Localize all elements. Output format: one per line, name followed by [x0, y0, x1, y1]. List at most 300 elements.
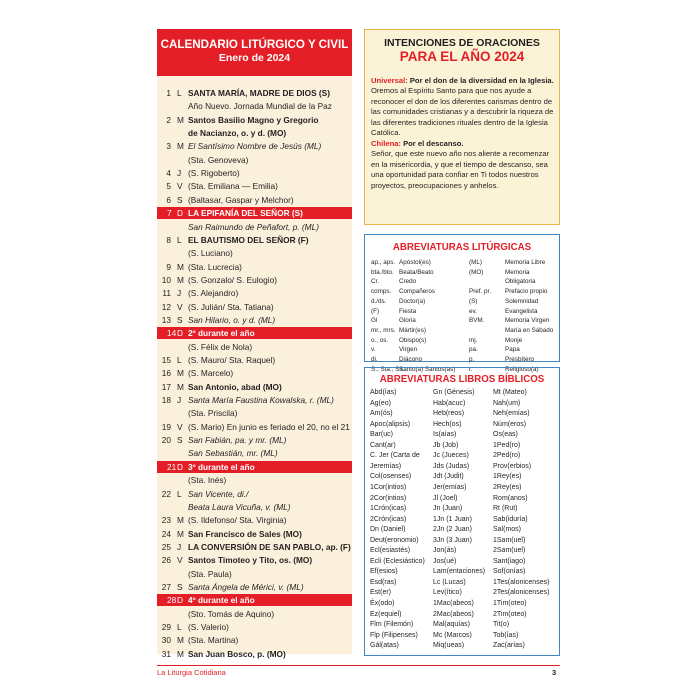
weekday-letter: D [177, 328, 183, 339]
bible-book-abbreviation: 1Crón(icas) [370, 505, 407, 513]
bible-book-abbreviation: Gn (Génesis) [433, 389, 475, 396]
weekday-letter: V [177, 181, 183, 192]
bible-book-row [365, 578, 561, 589]
day-number: 19 [161, 421, 171, 432]
calendar-row [157, 234, 352, 246]
calendar-sunday-row [157, 327, 352, 339]
weekday-letter: M [177, 381, 184, 392]
bible-book-row [365, 525, 561, 536]
abbreviation-term: p. [469, 356, 475, 363]
abbreviation-term: ev. [469, 307, 477, 315]
day-number: 30 [161, 635, 171, 646]
calendar-row [157, 634, 352, 646]
calendar-row [157, 581, 352, 593]
celebration-text: (S. Alejandro) [188, 288, 239, 299]
calendar-row [157, 287, 352, 299]
bible-book-abbreviation: Hab(acuc) [433, 399, 466, 407]
weekday-letter: L [177, 234, 182, 245]
bible-book-row [365, 631, 561, 642]
bible-book-abbreviation: 2Jn (2 Juan) [433, 526, 472, 534]
day-number: 6 [166, 194, 171, 205]
celebration-text: San Hilario, o. y d. (ML) [188, 314, 276, 325]
celebration-text: (Baltasar, Gaspar y Melchor) [188, 194, 294, 205]
bible-book-abbreviation: Lam(entaciones) [433, 568, 486, 576]
celebration-text: El Santísimo Nombre de Jesús (ML) [188, 141, 322, 152]
calendar-row [157, 261, 352, 273]
celebration-text: 2º durante el año [188, 328, 255, 339]
celebration-text: LA EPIFANÍA DEL SEÑOR (S) [188, 208, 303, 219]
bible-book-abbreviation: Heb(reos) [433, 410, 465, 418]
bible-book-abbreviation: Jer(emías) [433, 483, 467, 491]
celebration-text: San Sebastián, mr. (ML) [188, 448, 278, 459]
day-number: 2 [166, 114, 171, 125]
calendar-row [157, 301, 352, 313]
weekday-letter: M [177, 528, 184, 539]
bible-book-abbreviation: Sal(mos) [493, 526, 522, 534]
day-number: 10 [161, 274, 171, 285]
calendar-row [157, 621, 352, 633]
bible-book-abbreviation: Mt (Mateo) [493, 389, 527, 396]
abbreviation-term: v. [371, 346, 376, 354]
celebration-text: (S. Julián/ Sta. Tatiana) [188, 301, 274, 312]
weekday-letter: S [177, 194, 183, 205]
bible-book-abbreviation: Jc (Jueces) [433, 452, 469, 460]
bible-abbreviations-box [364, 367, 560, 656]
day-number: 29 [161, 622, 171, 632]
bible-book-abbreviation: Jeremías) [370, 462, 402, 470]
calendar-sunday-row [157, 461, 352, 473]
calendar-row [157, 87, 352, 99]
abbreviation-meaning: Apóstol(es) [399, 259, 431, 266]
abbreviation-meaning: Fiesta [399, 307, 417, 315]
bible-book-abbreviation: Bar(uc) [370, 431, 393, 439]
bible-book-abbreviation: Ecl(esiastés) [370, 547, 411, 555]
celebration-text: EL BAUTISMO DEL SEÑOR (F) [188, 234, 309, 245]
calendar-row [157, 194, 352, 206]
day-number: 9 [166, 261, 171, 272]
bible-book-abbreviation: Sant(iago) [493, 557, 526, 565]
calendar-row [157, 367, 352, 379]
bible-book-abbreviation: Tob(ías) [493, 631, 519, 639]
abbreviation-meaning: Prefacio propio [505, 288, 548, 296]
abbreviation-term: Pref. pr. [469, 288, 492, 296]
day-number: 1 [166, 88, 171, 98]
weekday-letter: V [177, 301, 183, 312]
bible-book-abbreviation: 3Jn (3 Juan) [433, 536, 472, 544]
universal-title: Por el don de la diversidad en la Iglesia. [409, 76, 554, 85]
calendar-row [157, 421, 352, 433]
bible-book-row [365, 515, 561, 526]
bible-book-row [365, 599, 561, 610]
calendar-row [157, 381, 352, 393]
abbreviation-row [365, 297, 561, 307]
celebration-text: Santa María Faustina Kowalska, r. (ML) [188, 395, 334, 406]
celebration-text: San Vicente, di./ [188, 488, 249, 499]
abbreviation-row [365, 326, 561, 336]
calendar-row [157, 554, 352, 566]
bible-book-abbreviation: Jon(ás) [433, 547, 457, 555]
celebration-text: (S. Gonzalo/ S. Eulogio) [188, 274, 278, 285]
celebration-text: (S. Marcelo) [188, 368, 234, 379]
intentions-heading: INTENCIONES DE ORACIONES [384, 37, 540, 49]
bible-book-abbreviation: Ag(eo) [370, 399, 392, 407]
bible-book-row [365, 557, 561, 568]
abbreviation-meaning: Beata/Beato [399, 268, 434, 276]
bible-book-abbreviation: Hech(os) [433, 420, 462, 428]
intentions-year-heading: PARA EL AÑO 2024 [399, 49, 525, 64]
bible-book-abbreviation: 1Tes(alonicenses) [493, 578, 550, 586]
celebration-text: 4º durante el año [188, 595, 255, 606]
bible-book-abbreviation: Rom(anos) [493, 494, 528, 502]
bible-book-abbreviation: 1Mac(abeos) [433, 600, 474, 607]
bible-book-row [365, 494, 561, 505]
day-number: 13 [161, 314, 171, 325]
weekday-letter: S [177, 581, 183, 592]
abbreviation-row [365, 336, 561, 346]
abbreviation-term: (MO) [469, 268, 484, 276]
abbreviation-meaning: Presbítero [505, 356, 535, 363]
liturgical-abbreviations-title: ABREVIATURAS LITÚRGICAS [392, 242, 532, 253]
calendar-row [157, 127, 352, 139]
celebration-text: (S. Luciano) [188, 248, 233, 259]
celebration-text: San Fabián, pa. y mr. (ML) [188, 435, 287, 446]
day-number: 17 [161, 381, 171, 392]
celebration-text: Beata Laura Vicuña, v. (ML) [188, 501, 291, 512]
abbreviation-term: ap., aps. [371, 259, 396, 266]
bible-book-abbreviation: 1Ped(ro) [493, 441, 521, 449]
bible-book-row [365, 472, 561, 483]
calendar-sunday-row [157, 594, 352, 606]
day-number: 5 [166, 181, 171, 192]
abbreviation-term: (F) [371, 307, 380, 315]
calendar-row [157, 514, 352, 526]
bible-book-abbreviation: Jb (Job) [433, 441, 459, 449]
abbreviation-term: comps. [371, 288, 392, 296]
abbreviation-row [365, 355, 561, 365]
celebration-text: Año Nuevo. Jornada Mundial de la Paz [188, 101, 332, 112]
abbreviation-term: d./ds. [371, 297, 387, 305]
abbreviation-meaning: Compañeros [399, 288, 436, 296]
celebration-text: LA CONVERSIÓN DE SAN PABLO, ap. (F) [188, 541, 351, 552]
abbreviation-row [365, 287, 561, 297]
bible-book-abbreviation: Dn (Daniel) [370, 526, 406, 534]
celebration-text: (Sta. Paula) [188, 568, 232, 579]
chile-intention [371, 139, 557, 191]
day-number: 22 [161, 488, 171, 499]
bible-book-abbreviation: Lev(ítico) [433, 589, 462, 597]
calendar-row [157, 247, 352, 259]
bible-book-abbreviation: Sof(onías) [493, 568, 526, 576]
celebration-text: (S. Rigoberto) [188, 168, 240, 179]
abbreviation-term: (S) [469, 297, 478, 305]
calendar-row [157, 221, 352, 233]
celebration-text: (S. Mauro/ Sta. Raquel) [188, 355, 276, 365]
weekday-letter: M [177, 515, 184, 526]
bible-book-abbreviation: Ecli (Eclesiástico) [370, 557, 425, 565]
abbreviation-row [365, 277, 561, 287]
bible-book-abbreviation: Esd(ras) [370, 578, 397, 586]
abbreviation-meaning: Religioso(a) [505, 365, 539, 373]
day-number: 11 [162, 288, 171, 299]
bible-book-row [365, 567, 561, 578]
abbreviation-meaning: Papa [505, 346, 520, 354]
bible-book-abbreviation: Jdt (Judit) [433, 473, 464, 481]
abbreviation-term: (ML) [469, 259, 482, 266]
calendar-row [157, 341, 352, 353]
bible-book-abbreviation: Ez(equiel) [370, 610, 402, 618]
bible-book-abbreviation: Prov(erbios) [493, 462, 532, 470]
bible-book-abbreviation: Cant(ar) [370, 441, 396, 449]
day-number: 24 [161, 528, 171, 539]
day-number: 20 [161, 435, 171, 446]
weekday-letter: V [177, 555, 183, 566]
celebration-text: Santa Ángela de Mérici, v. (ML) [188, 581, 304, 592]
day-number: 26 [161, 555, 171, 566]
day-number: 21 [167, 461, 177, 472]
day-number: 4 [166, 168, 171, 179]
bible-book-abbreviation: 2Ped(ro) [493, 452, 521, 460]
bible-book-abbreviation: 2Cor(intios) [370, 494, 407, 502]
calendar-row [157, 394, 352, 406]
celebration-text: (S. Mario) En junio es feriado el 20, no el 21 [188, 421, 350, 432]
calendar-row [157, 140, 352, 152]
weekday-letter: M [177, 114, 184, 125]
bible-book-abbreviation: Am(ós) [370, 410, 393, 418]
bible-book-abbreviation: Jl (Joel) [433, 494, 458, 502]
bible-book-abbreviation: Lc (Lucas) [433, 578, 466, 586]
celebration-text: SANTA MARÍA, MADRE DE DIOS (S) [188, 88, 330, 98]
weekday-letter: M [177, 141, 184, 152]
abbreviation-meaning: Obligatoria [505, 278, 536, 286]
celebration-text: (S. Ildefonso/ Sta. Virginia) [188, 515, 287, 526]
celebration-text: (Sta. Genoveva) [188, 154, 249, 165]
bible-book-abbreviation: Deut(eronomio) [370, 536, 419, 544]
abbreviation-row [365, 316, 561, 326]
weekday-letter: M [177, 648, 184, 659]
liturgical-abbreviations-box [364, 234, 560, 373]
bible-book-abbreviation: Nah(um) [493, 399, 521, 407]
bible-book-row [365, 430, 561, 441]
abbreviation-meaning: Gloria [399, 317, 416, 325]
bible-book-abbreviation: Jos(ué) [433, 557, 457, 565]
celebration-text: Santos Timoteo y Tito, os. (MO) [188, 555, 313, 566]
abbreviation-meaning: Santo(a) Santos(as) [399, 365, 456, 373]
bible-book-row [365, 462, 561, 473]
weekday-letter: L [177, 488, 182, 499]
weekday-letter: J [177, 168, 182, 179]
bible-book-abbreviation: 2Mac(abeos) [433, 610, 474, 618]
bible-book-row [365, 451, 561, 462]
day-number: 7 [167, 208, 172, 219]
weekday-letter: M [177, 368, 184, 379]
weekday-letter: D [177, 595, 183, 606]
bible-book-row [365, 641, 561, 652]
celebration-text: de Nacianzo, o. y d. (MO) [188, 128, 287, 139]
celebration-text: (Sta. Inés) [188, 475, 227, 486]
bible-book-abbreviation: 2Crón(icas) [370, 515, 407, 523]
bible-book-abbreviation: Flm (Filemón) [370, 621, 414, 629]
bible-book-abbreviation: Est(er) [370, 589, 391, 597]
calendar-sunday-row [157, 207, 352, 219]
footer-rule [157, 665, 560, 666]
bible-book-abbreviation: Mal(aquías) [433, 621, 470, 629]
abbreviation-meaning: Mártir(es) [399, 326, 426, 334]
abbreviation-row [365, 345, 561, 355]
bible-book-abbreviation: 2Tes(alonicenses) [493, 589, 550, 597]
abbreviation-meaning: Virgen [399, 346, 418, 354]
bible-book-abbreviation: 2Sam(uel) [493, 547, 526, 555]
footer-publication: La Liturgia Cotidiana [157, 668, 226, 677]
day-number: 18 [161, 395, 171, 406]
weekday-letter: J [177, 541, 182, 552]
abbreviation-meaning: María en Sábado [505, 326, 554, 334]
weekday-letter: M [177, 635, 184, 646]
abbreviation-meaning: Monje [505, 336, 523, 344]
calendar-row [157, 501, 352, 513]
bible-book-abbreviation: Núm(eros) [493, 420, 527, 428]
calendar-month: Enero de 2024 [218, 52, 291, 64]
abbreviation-term: bta./bto. [371, 268, 394, 276]
calendar-row [157, 541, 352, 553]
bible-book-abbreviation: Mc (Marcos) [433, 631, 472, 639]
calendar-row [157, 488, 352, 500]
bible-book-abbreviation: Col(osenses) [370, 473, 412, 481]
prayer-intentions-box [364, 29, 560, 225]
bible-book-abbreviation: Miq(ueas) [433, 642, 465, 650]
celebration-text: (Sta. Emiliana — Emilia) [188, 181, 278, 192]
calendar-row [157, 528, 352, 540]
celebration-text: (Sto. Tomás de Aquino) [188, 608, 275, 619]
universal-body: Oremos al Espíritu Santo para que nos ayude a reconocer el don de los diferentes carismas dentro de las comunidades cristianas y a descubrir la riqueza de las diferentes tradiciones rituales dentro de la Iglesia Católica. [371, 86, 554, 138]
abbreviation-meaning: Memoria Virgen [505, 317, 550, 325]
abbreviation-row [365, 307, 561, 317]
abbreviation-term: pa. [469, 346, 478, 354]
bible-book-abbreviation: Is(aías) [433, 431, 457, 439]
bible-book-row [365, 546, 561, 557]
day-number: 28 [167, 595, 177, 606]
celebration-text: (S. Félix de Nola) [188, 341, 253, 352]
bible-book-row [365, 409, 561, 420]
bible-book-row [365, 388, 561, 399]
day-number: 25 [161, 541, 171, 552]
calendar-row [157, 274, 352, 286]
bible-book-abbreviation: Zac(arías) [493, 642, 525, 650]
bible-book-abbreviation: 2Rey(es) [493, 483, 522, 491]
weekday-letter: V [177, 421, 183, 432]
bible-book-abbreviation: Os(eas) [493, 431, 518, 439]
day-number: 12 [161, 301, 171, 312]
abbreviation-row [365, 268, 561, 278]
celebration-text: 3º durante el año [188, 461, 255, 472]
calendar-row [157, 608, 352, 620]
weekday-letter: L [177, 88, 182, 98]
bible-book-abbreviation: 1Tim(oteo) [493, 600, 527, 607]
calendar-row [157, 114, 352, 126]
abbreviation-meaning: Doctor(a) [399, 297, 426, 305]
bible-book-row [365, 504, 561, 515]
bible-book-row [365, 483, 561, 494]
bible-book-abbreviation: Rt (Rut) [493, 505, 518, 513]
celebration-text: San Antonio, abad (MO) [188, 381, 282, 392]
abbreviation-term: S., Sta., Ss. [371, 365, 405, 373]
calendar-title: CALENDARIO LITÚRGICO Y CIVIL [160, 38, 349, 51]
bible-book-abbreviation: Éx(odo) [370, 600, 395, 607]
bible-book-abbreviation: 2Tim(oteo) [493, 610, 527, 618]
weekday-letter: J [177, 395, 182, 406]
day-number: 23 [161, 515, 171, 526]
celebration-text: (Sta. Martina) [188, 635, 239, 646]
calendar-row [157, 100, 352, 112]
abbreviation-meaning: Credo [399, 278, 417, 286]
abbreviation-row [365, 258, 561, 268]
bible-book-row [365, 536, 561, 547]
calendar-row [157, 474, 352, 486]
chile-title: Por el descanso. [403, 139, 464, 148]
page-number: 3 [552, 668, 557, 677]
weekday-letter: L [177, 355, 182, 365]
day-number: 8 [166, 234, 171, 245]
bible-book-abbreviation: Tit(o) [493, 621, 510, 629]
weekday-letter: M [177, 274, 184, 285]
abbreviation-meaning: Diácono [399, 356, 423, 363]
weekday-letter: J [177, 288, 182, 299]
abbreviation-meaning: Memoria Libre [505, 259, 546, 266]
abbreviation-term: r. [469, 365, 473, 373]
celebration-text: Santos Basilio Magno y Gregorio [188, 114, 319, 125]
calendar-row [157, 407, 352, 419]
calendar-row [157, 568, 352, 580]
celebration-text: (Sta. Priscila) [188, 408, 238, 419]
liturgical-calendar [157, 29, 352, 659]
abbreviation-meaning: Obispo(s) [399, 336, 427, 344]
calendar-row [157, 648, 352, 660]
day-number: 3 [166, 141, 171, 152]
celebration-text: San Francisco de Sales (MO) [188, 528, 302, 539]
abbreviation-term: mj. [469, 336, 478, 344]
celebration-text: San Raimundo de Peñafort, p. (ML) [188, 221, 319, 232]
weekday-letter: M [177, 261, 184, 272]
bible-abbreviations-title: ABREVIATURAS LIBROS BÍBLICOS [379, 374, 545, 385]
calendar-row [157, 434, 352, 446]
bible-book-abbreviation: Jds (Judas) [433, 462, 470, 470]
calendar-row [157, 354, 352, 366]
abbreviation-meaning: Solemnidad [505, 297, 539, 305]
celebration-text: San Juan Bosco, p. (MO) [188, 648, 286, 659]
calendar-row [157, 180, 352, 192]
bible-book-abbreviation: Jn (Juan) [433, 505, 463, 513]
abbreviation-term: mr., mrs. [371, 326, 396, 334]
bible-book-row [365, 399, 561, 410]
bible-book-abbreviation: Ef(esios) [370, 568, 398, 576]
calendar-row [157, 447, 352, 459]
bible-book-abbreviation: Apoc(alipsis) [370, 420, 411, 428]
abbreviation-term: o., os. [371, 336, 389, 344]
day-number: 16 [161, 368, 171, 379]
chile-label: Chilena: [371, 139, 401, 148]
bible-book-abbreviation: 1Rey(es) [493, 473, 522, 481]
celebration-text: (S. Valerio) [188, 622, 229, 632]
calendar-header [157, 29, 352, 76]
abbreviation-meaning: Memoria [505, 268, 530, 276]
bible-book-abbreviation: Abd(ías) [370, 389, 397, 396]
bible-book-row [365, 588, 561, 599]
bible-book-abbreviation: C. Jer (Carta de [370, 452, 420, 460]
abbreviation-term: Gl [371, 317, 378, 325]
bible-book-abbreviation: Flp (Filipenses) [370, 631, 418, 639]
bible-book-abbreviation: Gál(atas) [370, 642, 399, 650]
bible-book-abbreviation: 1Cor(intios) [370, 483, 407, 491]
day-number: 27 [161, 581, 171, 592]
